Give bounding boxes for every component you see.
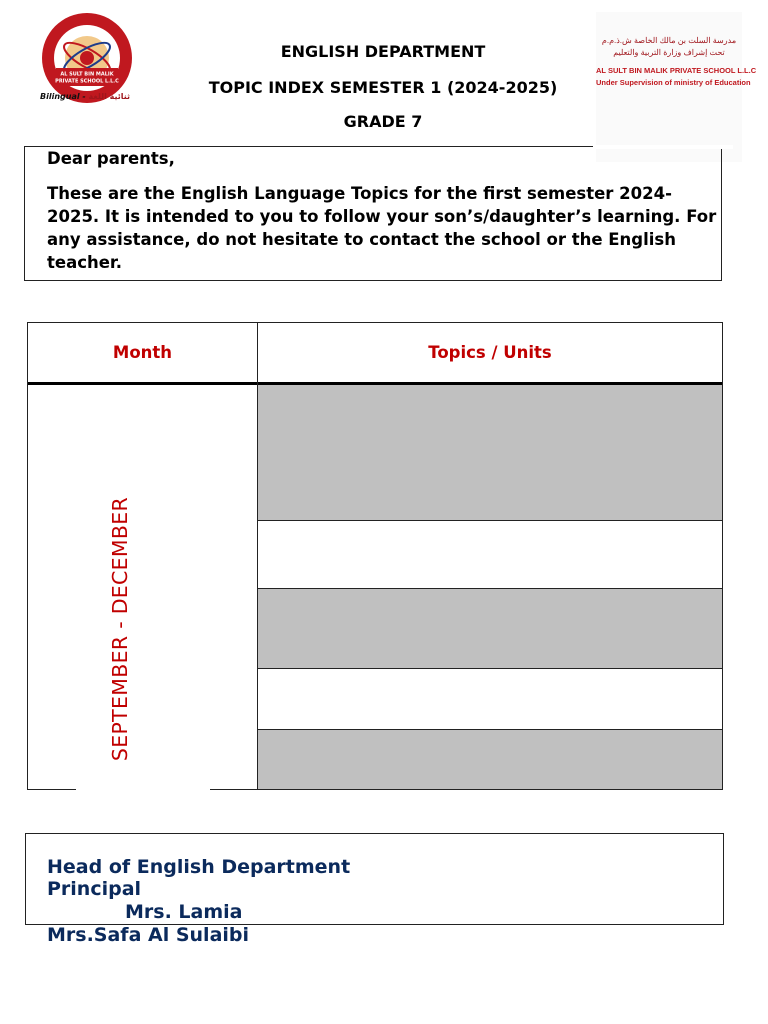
logo-arabic-line2: تحت إشراف وزارة التربية والتعليم bbox=[613, 48, 725, 57]
principal-title: Principal bbox=[47, 878, 142, 900]
topic-row bbox=[258, 589, 722, 669]
topic-row bbox=[258, 669, 722, 730]
logo-caption-bilingual: Bilingual - bbox=[40, 92, 89, 101]
logo-arabic-line1: مدرسة السلت بن مالك الخاصة ش.ذ.م.م bbox=[601, 36, 737, 45]
intro-letter-box bbox=[24, 146, 722, 281]
svg-text:AL SULT BIN MALIK: AL SULT BIN MALIK bbox=[60, 71, 114, 78]
grade-heading: GRADE 7 bbox=[343, 112, 423, 131]
logo-english-line1: AL SULT BIN MALIK PRIVATE SCHOOL L.L.C bbox=[596, 66, 757, 75]
topics-table bbox=[27, 322, 723, 790]
department-heading: ENGLISH DEPARTMENT bbox=[280, 42, 486, 61]
head-of-department-name: Mrs. Lamia bbox=[125, 901, 243, 923]
school-logo-right bbox=[596, 12, 757, 162]
document-title: TOPIC INDEX SEMESTER 1 (2024-2025) bbox=[208, 78, 558, 97]
column-header-topics: Topics / Units bbox=[428, 343, 552, 362]
school-logo-left bbox=[34, 12, 140, 104]
logo-caption bbox=[40, 92, 130, 101]
border-gap bbox=[76, 788, 210, 792]
topic-row bbox=[258, 521, 722, 589]
greeting: Dear parents, bbox=[47, 149, 175, 168]
intro-paragraph: These are the English Language Topics for the first semester 2024-2025. It is intended to you to follow your son’s/daughter’s learning. For any assistance, do not hesitate to contact the school or the English teacher. bbox=[47, 184, 717, 272]
logo-caption-arabic: ثنائية اللغة bbox=[88, 92, 131, 101]
month-range-label: SEPTEMBER - DECEMBER bbox=[108, 496, 132, 762]
head-of-department-title: Head of English Department bbox=[47, 856, 351, 878]
principal-name: Mrs.Safa Al Sulaibi bbox=[47, 924, 250, 946]
logo-english-line2: Under Supervision of ministry of Education bbox=[596, 78, 751, 87]
topic-row bbox=[258, 730, 722, 789]
svg-text:PRIVATE SCHOOL L.L.C: PRIVATE SCHOOL L.L.C bbox=[55, 78, 119, 85]
column-header-month: Month bbox=[112, 343, 173, 362]
topic-row bbox=[258, 385, 722, 521]
border-gap bbox=[593, 145, 733, 149]
